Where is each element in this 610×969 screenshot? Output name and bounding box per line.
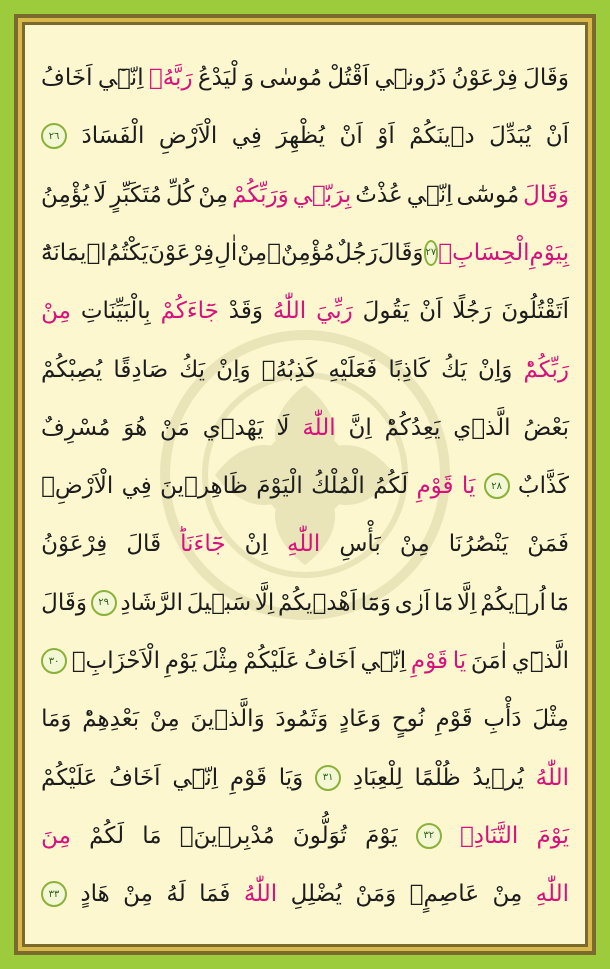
word: ظَاهِرٖينَ: [160, 473, 248, 500]
word: يَوْمِ: [164, 648, 198, 674]
word: هَادٍ: [80, 881, 110, 908]
text-line: [41, 166, 569, 224]
word: لِلْعِبَادِ: [352, 764, 403, 791]
ayah-number-marker: ٣٠: [41, 648, 67, 674]
word: وَثَمُودَ: [275, 706, 329, 733]
word: يُؤْمِنُ: [41, 181, 90, 208]
word: ذَرُونٖٓي: [374, 65, 447, 91]
word: اِنّٖٓي: [360, 648, 407, 674]
word: لَكُمْ: [89, 822, 125, 849]
word: قَوْمِ: [435, 706, 473, 733]
word: قَالَ: [126, 531, 162, 558]
text-line: [41, 457, 569, 515]
word: لَكُمُ: [373, 473, 409, 500]
word: عَلَيْكُمْ: [41, 764, 98, 791]
highlighted-word: جَٓاءَكُمْ: [160, 298, 219, 325]
text-line: [41, 341, 569, 399]
highlighted-word: اللّٰهُ: [243, 881, 278, 908]
word: اِنْ: [244, 531, 268, 558]
text-line: [41, 107, 569, 165]
word: وَمَٓا: [360, 589, 392, 616]
word: رَجُلٌ: [334, 239, 378, 266]
word: اِلَّا: [254, 589, 275, 616]
word: بَأْسِ: [339, 531, 381, 558]
word: فِرْعَوْنُ: [41, 531, 108, 558]
word: مِنْ: [198, 181, 229, 208]
word: وَقَالَ: [377, 239, 424, 266]
word: اٰمَنَ: [470, 648, 508, 674]
highlighted-word: وَقَالَ: [523, 181, 569, 208]
highlighted-word: قَوْمِ: [410, 648, 449, 674]
word: وَاِنْ: [216, 356, 251, 383]
word: مُسْرِفٌ: [41, 414, 111, 441]
highlighted-word: الْحِسَابِ۟: [438, 239, 530, 266]
word: اَتَقْتُلُونَ: [501, 298, 569, 325]
text-line: [41, 49, 569, 107]
word: يُظْهِرَ: [276, 123, 325, 150]
word: اَخَافُ: [41, 65, 93, 91]
text-line: [41, 690, 569, 748]
word: دَأْبِ: [483, 706, 522, 733]
word: وَعَادٍ: [338, 706, 382, 733]
word: مِنْ: [149, 706, 180, 733]
text-line: [41, 282, 569, 340]
word: هُوَ: [123, 414, 148, 441]
word: مِنْ: [399, 531, 430, 558]
highlighted-word: جَٓاءَنَاؕ: [180, 531, 226, 558]
word: سَبٖيلَ: [186, 589, 252, 616]
word: اَخَافُ: [304, 648, 356, 674]
word: مَٓا: [433, 589, 454, 616]
text-line: [41, 515, 569, 573]
word: مِنْ: [123, 881, 153, 908]
word: اِلَّا: [457, 589, 477, 616]
text-line: [41, 399, 569, 457]
word: مَٓا: [549, 589, 569, 616]
highlighted-word: وَرَبِّكُمْ: [232, 181, 289, 208]
ayah-number-marker: ٢٦: [41, 123, 67, 149]
word: وَالَّذٖينَ: [190, 706, 265, 733]
text-line: [41, 574, 569, 632]
word: اَنْ: [545, 123, 569, 150]
highlighted-word: بِرَبّٖي: [292, 181, 352, 208]
word: اَقْتُلْ: [327, 65, 370, 91]
word: وَيَا: [278, 764, 304, 791]
word: وَمَا: [41, 706, 72, 733]
highlighted-word: التَّنَادِۙ: [459, 822, 519, 849]
word: يُبَدِّلَ: [489, 123, 532, 150]
word: اِنّٖٓي: [172, 764, 219, 791]
word: اَهْدٖيكُمْ: [278, 589, 357, 616]
word: يَكُ: [441, 356, 467, 383]
word: لَا: [93, 181, 107, 208]
word: وَ: [242, 65, 255, 91]
word: كَذَّابٌ: [517, 473, 569, 500]
word: فِي: [121, 473, 152, 500]
word: مُوسٰٓى: [456, 181, 520, 208]
word: اِنّٖي: [406, 181, 453, 208]
highlighted-word: اللّٰهَ: [302, 414, 336, 441]
word: ظُلْمًا: [414, 764, 461, 791]
word: نُوحٍ: [391, 706, 425, 733]
word: مُدْبِرٖينَۚ: [179, 822, 275, 849]
word: لْيَدْعُ: [197, 65, 238, 91]
word: يُصِبْكُمْ: [41, 356, 103, 383]
word: بِالْبَيِّنَاتِ: [80, 298, 151, 325]
word: فَعَلَيْهِ: [328, 356, 378, 383]
ayah-number-marker: ٢٨: [484, 473, 510, 499]
word: الْاَرْضِ: [158, 123, 218, 150]
word: مِنْ: [492, 881, 523, 908]
word: اَخَافُ: [109, 764, 161, 791]
text-line: [41, 224, 569, 282]
word: تُوَلُّونَ: [292, 822, 347, 849]
text-lines: [25, 25, 585, 944]
word: اَوْ: [377, 123, 395, 150]
word: دٖينَكُمْ: [409, 123, 475, 150]
word: يَقُولَ: [362, 298, 410, 325]
word: رَجُلًا: [452, 298, 492, 325]
word: اَنْ: [339, 123, 363, 150]
word: اَرٰى: [394, 589, 431, 616]
word: يَنْصُرُنَا: [448, 531, 509, 558]
text-line: [41, 807, 569, 865]
highlighted-word: مِنَ: [41, 822, 71, 849]
word: لَهُ: [166, 881, 186, 908]
word: الْاَرْضِۘ: [41, 473, 114, 500]
ayah-number-marker: ٣٢: [416, 823, 442, 849]
word: فَمَا: [199, 881, 231, 908]
word: اٖيمَانَهُٓ: [41, 239, 107, 266]
word: وَقَالَ: [523, 65, 569, 91]
word: عَاصِمٍۚ: [409, 881, 480, 908]
word: يُرٖيدُ: [472, 764, 524, 791]
ayah-number-marker: ٣٣: [41, 881, 67, 907]
word: كُلِّ: [165, 181, 195, 208]
ayah-number-marker: ٢٧: [424, 240, 439, 266]
highlighted-word: قَوْمِ: [416, 473, 454, 500]
highlighted-word: اللّٰهُ: [535, 764, 569, 791]
highlighted-word: مِنْ: [41, 298, 71, 325]
highlighted-word: رَبِّكُمْؕ: [523, 356, 569, 383]
word: فِي: [231, 123, 262, 150]
text-line: [41, 865, 569, 923]
word: الَّذٖي: [453, 414, 511, 441]
word: كَاذِبًا: [388, 356, 430, 383]
word: مُوسٰى: [259, 65, 323, 91]
highlighted-word: يَا: [452, 648, 467, 674]
word: الْيَوْمَ: [256, 473, 303, 500]
word: الْاَحْزَابِۙ: [71, 648, 161, 674]
word: مِثْلَ: [532, 706, 569, 733]
highlighted-word: اللّٰهُ: [272, 298, 307, 325]
word: يَعِدُكُمْؕ: [384, 414, 441, 441]
ayah-number-marker: ٣١: [315, 765, 341, 791]
word: اِنّٖٓي: [97, 65, 144, 91]
word: مُتَكَبِّرٍ: [110, 181, 162, 208]
word: قَوْمِ: [229, 764, 267, 791]
word: مَا: [142, 822, 162, 849]
word: مِنْ: [237, 239, 268, 266]
highlighted-word: يَوْمَ: [536, 822, 569, 849]
mushaf-page: [25, 25, 585, 944]
word: كَذِبُهُۚ: [261, 356, 318, 383]
word: صَادِقًا: [113, 356, 169, 383]
word: اٰلِ: [214, 239, 238, 266]
word: عُذْتُ: [355, 181, 403, 208]
word: اُرٖيكُمْ: [480, 589, 546, 616]
word: الْمُلْكُ: [311, 473, 365, 500]
highlighted-word: اللّٰهِ: [286, 531, 321, 558]
word: يَكُ: [179, 356, 206, 383]
word: مِثْلَ: [201, 648, 239, 674]
word: الْفَسَادَ: [81, 123, 145, 150]
word: يَوْمَ: [365, 822, 398, 849]
highlighted-word: رَبِّيَ: [316, 298, 353, 325]
text-line: [41, 632, 569, 690]
word: فِرْعَوْنُ: [451, 65, 518, 91]
word: مُؤْمِنٌۗ: [267, 239, 335, 266]
highlighted-word: رَبَّهُۚ: [148, 65, 193, 91]
word: فَمَنْ: [527, 531, 569, 558]
word: وَقَدْ: [228, 298, 263, 325]
word: وَاِنْ: [477, 356, 513, 383]
highlighted-word: يَا: [461, 473, 476, 500]
word: وَمَنْ: [355, 881, 397, 908]
word: اَنْ: [419, 298, 443, 325]
word: بَعْضُ: [523, 414, 569, 441]
word: الَّذٖٓي: [511, 648, 569, 674]
highlighted-word: بِيَوْمِ: [529, 239, 569, 266]
ayah-number-marker: ٢٩: [91, 590, 117, 616]
word: يَكْتُمُ: [106, 239, 148, 266]
word: عَلَيْكُمْ: [243, 648, 300, 674]
word: اِنَّ: [348, 414, 372, 441]
word: بَعْدِهِمْؕ: [82, 706, 140, 733]
word: يُضْلِلِ: [290, 881, 342, 908]
word: لَا: [276, 414, 290, 441]
word: يَهْدٖي: [202, 414, 264, 441]
word: مَنْ: [160, 414, 190, 441]
highlighted-word: اللّٰهِ: [535, 881, 569, 908]
word: فِرْعَوْنَ: [148, 239, 215, 266]
word: الرَّشَادِ: [120, 589, 183, 616]
text-line: [41, 749, 569, 807]
word: وَقَالَ: [41, 589, 87, 616]
